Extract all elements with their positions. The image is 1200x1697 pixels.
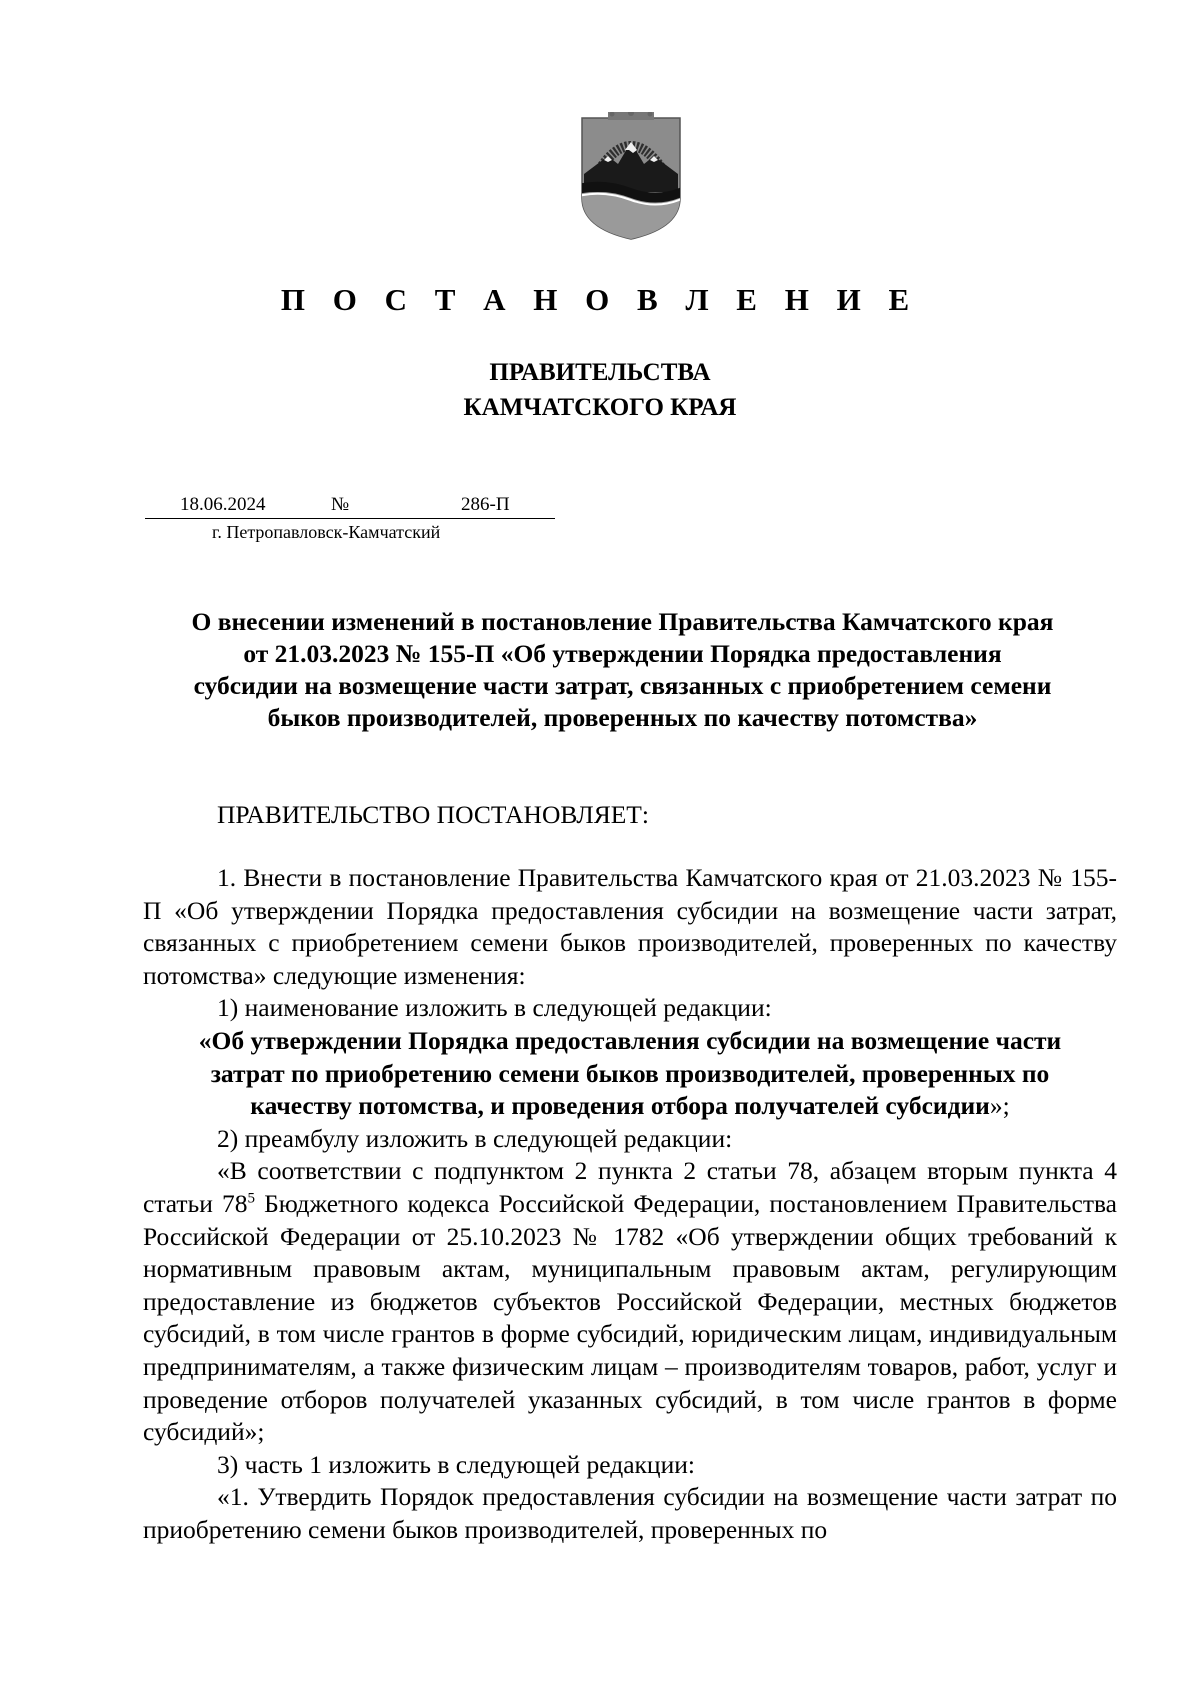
quoted-title-line-3: качеству потомства, и проведения отбора получателей субсидии (250, 1091, 990, 1121)
issuing-organization (0, 355, 1200, 425)
subject-line-2: от 21.03.2023 № 155-П «Об утверждении Порядка предоставления (243, 639, 1002, 668)
subject-line-1: О внесении изменений в постановление Правительства Камчатского края (191, 607, 1054, 636)
preamble-part-1: «В соответствии с подпунктом 2 пункта 2 статьи 78, абзацем вторым пункта 4 статьи 78 (143, 1156, 1117, 1218)
document-body (143, 862, 1117, 1546)
document-number: 286-П (461, 494, 510, 515)
number-sign: № (331, 494, 350, 515)
body-paragraph-4: 2) преамбулу изложить в следующей редакции: (217, 1123, 733, 1153)
article-superscript: 5 (247, 1190, 255, 1207)
body-paragraph-5 (143, 1155, 1117, 1448)
body-paragraph-7: «1. Утвердить Порядок предоставления субсидии на возмещение части затрат по приобретению семени быков производителей, проверенных по (143, 1482, 1117, 1544)
document-date: 18.06.2024 (180, 494, 266, 515)
quoted-title-line-2: затрат по приобретению семени быков производителей, проверенных по (210, 1058, 1050, 1088)
quoted-title-tail: »; (989, 1091, 1010, 1121)
body-paragraph-3-quoted-title (143, 1025, 1117, 1123)
preamble-part-2: Бюджетного кодекса Российской Федерации, постановлением Правительства Российской Федерации от 25.10.2023 № 1782 «Об утверждении общих требований к нормативным правовым актам, муниципальным правовым актам, регулирующим предоставление из бюджетов субъектов Российской Федерации, местных бюджетов субсидий, в том числе грантов в форме субсидий, юридическим лицам, индивидуальным предпринимателям, а также физическим лицам – производителям товаров, работ, услуг и проведение отборов получателей указанных субсидий, в том числе грантов в форме субсидий»; (143, 1188, 1117, 1447)
organization-line-2: КАМЧАТСКОГО КРАЯ (463, 394, 737, 421)
body-paragraph-1: 1. Внести в постановление Правительства Камчатского края от 21.03.2023 № 155-П «Об утверждении Порядка предоставления субсидии на возмещение части затрат, связанных с приобретением семени быков производителей, проверенных по качеству потомства» следующие изменения: (143, 863, 1117, 990)
document-type-title: П О С Т А Н О В Л Е Н И Е (280, 282, 920, 317)
underline-divider (145, 518, 555, 519)
organization-line-1: ПРАВИТЕЛЬСТВА (489, 359, 711, 386)
document-subject-heading (135, 606, 1110, 734)
quoted-title-line-1: «Об утверждении Порядка предоставления субсидии на возмещение части (198, 1025, 1062, 1055)
crown-icon (608, 112, 654, 120)
coat-of-arms-emblem (578, 112, 684, 242)
body-paragraph-2: 1) наименование изложить в следующей редакции: (217, 993, 772, 1023)
decree-statement: ПРАВИТЕЛЬСТВО ПОСТАНОВЛЯЕТ: (217, 800, 649, 829)
document-city: г. Петропавловск-Камчатский (212, 522, 441, 542)
document-date-number-row (145, 494, 555, 524)
subject-line-3: субсидии на возмещение части затрат, связанных с приобретением семени (193, 671, 1052, 700)
body-paragraph-6: 3) часть 1 изложить в следующей редакции: (217, 1449, 695, 1479)
subject-line-4: быков производителей, проверенных по качеству потомства» (267, 703, 978, 732)
